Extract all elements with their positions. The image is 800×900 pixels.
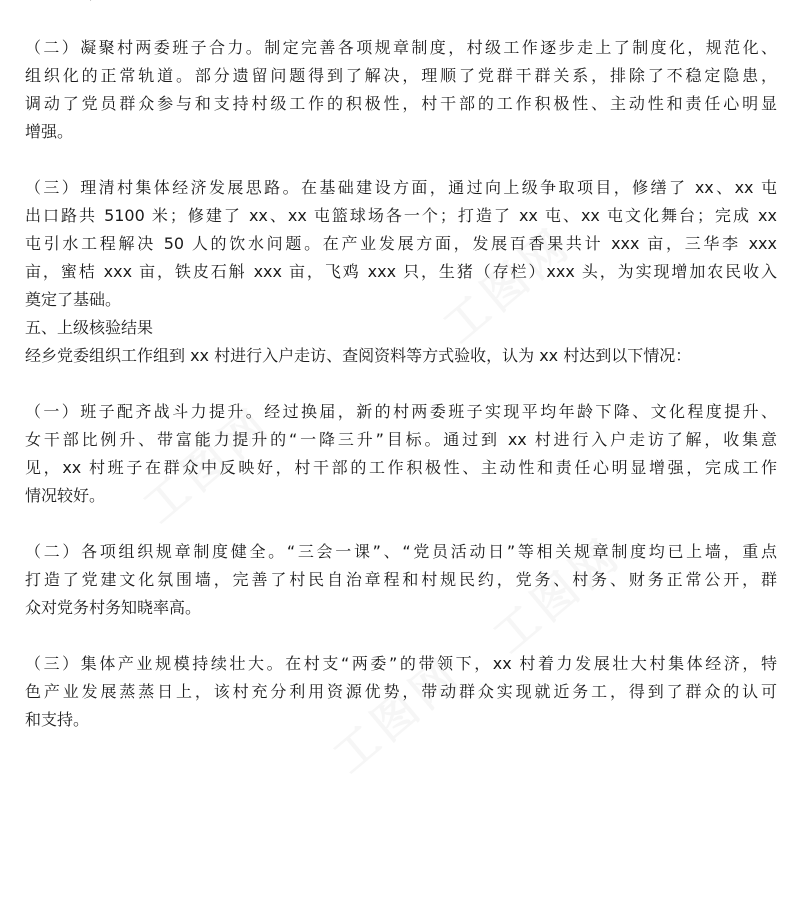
text-line: （三）理清村集体经济发展思路。在基础建设方面，通过向上级争取项目，修缮了 xx、xx 屯: [25, 178, 777, 197]
text-line: 众对党务村务知晓率高。: [25, 598, 202, 617]
text-line: 见，xx 村班子在群众中反映好，村干部的工作积极性、主动性和责任心明显增强，完成工作: [25, 458, 777, 477]
text-line: 奠定了基础。: [25, 290, 122, 309]
text-line: （二）各项组织规章制度健全。“三会一课”、“党员活动日”等相关规章制度均已上墙，重点: [25, 542, 777, 561]
paragraph-gap: [25, 622, 777, 650]
section-heading: 五、上级核验结果: [25, 318, 154, 337]
text-line: 女干部比例升、带富能力提升的“一降三升”目标。通过到 xx 村进行入户走访了解，收集意: [25, 430, 777, 449]
text-line: 和支持。: [25, 710, 90, 729]
paragraph-gap: [25, 146, 777, 174]
paragraph-gap: [25, 370, 777, 398]
text-line: 屯引水工程解决 50 人的饮水问题。在产业发展方面，发展百香果共计 xxx 亩，三华李 xxx: [25, 234, 777, 253]
text-line: 色产业发展蒸蒸日上，该村充分利用资源优势，带动群众实现就近务工，得到了群众的认可: [25, 682, 777, 701]
text-line: （一）班子配齐战斗力提升。经过换届，新的村两委班子实现平均年龄下降、文化程度提升、: [25, 402, 777, 421]
text-line: （二）凝聚村两委班子合力。制定完善各项规章制度，村级工作逐步走上了制度化，规范化、: [25, 38, 777, 57]
text-line: 经乡党委组织工作组到 xx 村进行入户走访、查阅资料等方式验收，认为 xx 村达到以下情况：: [25, 346, 692, 365]
text-line: 出口路共 5100 米；修建了 xx、xx 屯篮球场各一个；打造了 xx 屯、xx 屯文化舞台；完成 xx: [25, 206, 777, 225]
document-body: [25, 0, 777, 734]
paragraph-gap: [25, 510, 777, 538]
text-line: 增强。: [25, 122, 74, 141]
text-line: 情况较好。: [25, 486, 106, 505]
text-line: 组织化的正常轨道。部分遗留问题得到了解决，理顺了党群干群关系，排除了不稳定隐患，: [25, 66, 777, 85]
text-line: 亩，蜜桔 xxx 亩，铁皮石斛 xxx 亩，飞鸡 xxx 只，生猪（存栏）xxx 头，为实现增加农民收入: [25, 262, 777, 281]
text-line: 打造了党建文化氛围墙，完善了村民自治章程和村规民约，党务、村务、财务正常公开，群: [25, 570, 777, 589]
text-line: 调动了党员群众参与和支持村级工作的积极性，村干部的工作积极性、主动性和责任心明显: [25, 94, 777, 113]
text-line: （三）集体产业规模持续壮大。在村支“两委”的带领下，xx 村着力发展壮大村集体经济，特: [25, 654, 777, 673]
paragraph-gap: [25, 6, 777, 34]
